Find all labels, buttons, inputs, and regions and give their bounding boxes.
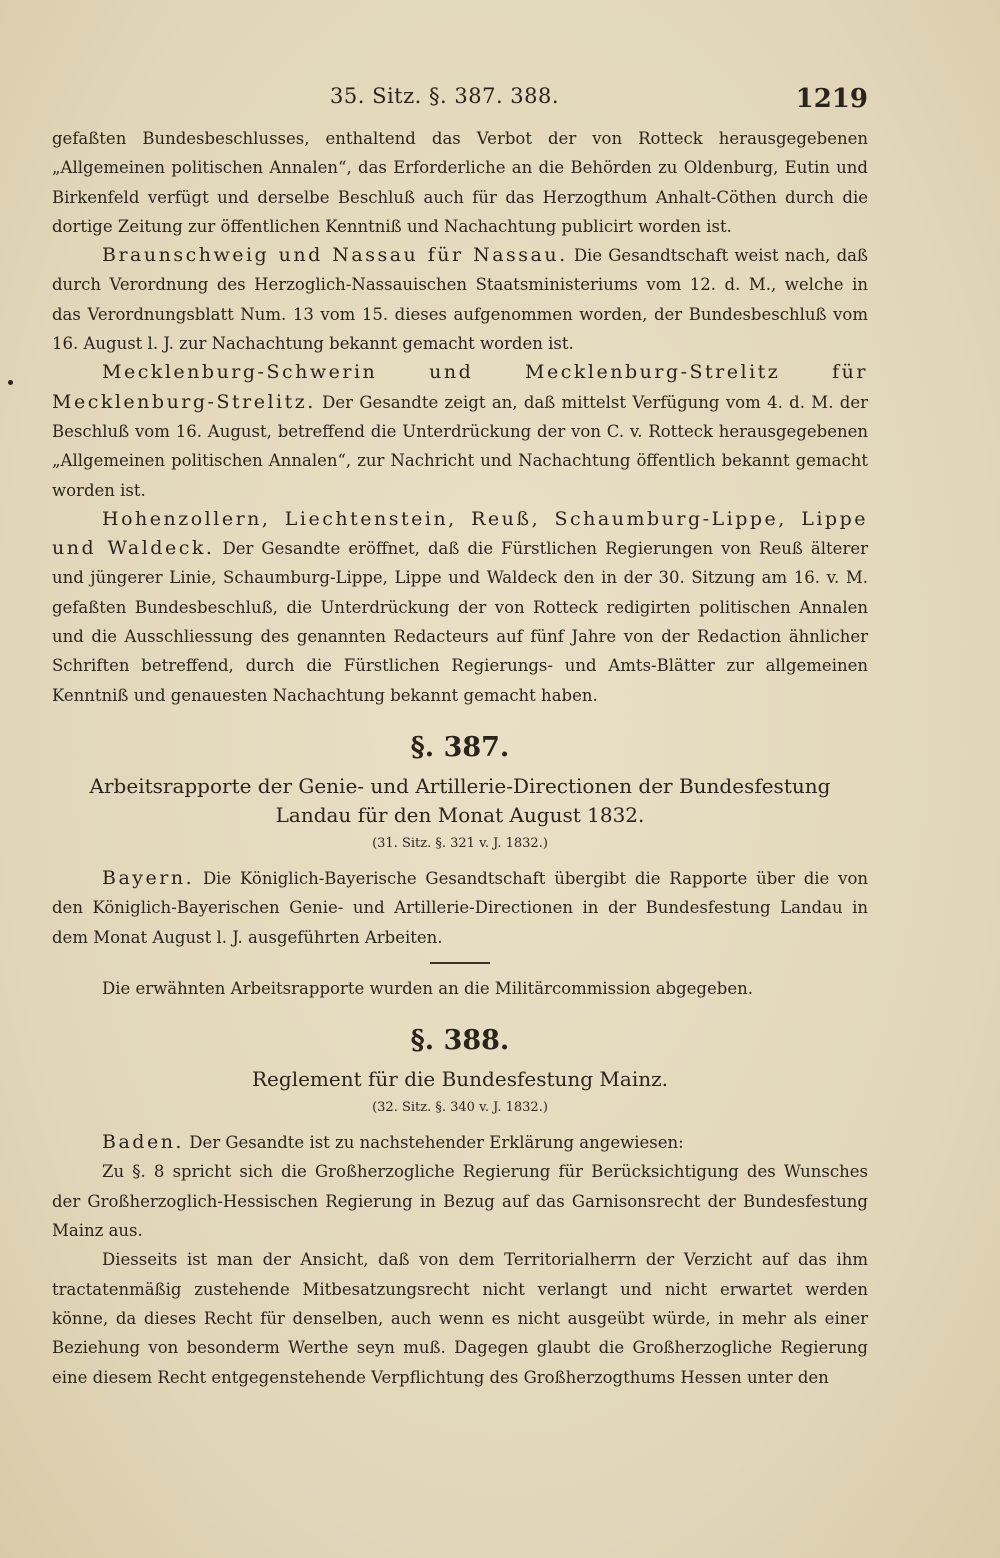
paragraph-bayern: Bayern. Die Königlich-Bayerische Gesandtschaft übergibt die Rapporte über die von den Königlich-Bayerischen Genie- und Artillerie-Directionen in der Bundesfestung Landau in dem Monat August l. J. ausgeführten Arbeiten. xyxy=(52,866,868,947)
section-388-number: §. 388. xyxy=(410,1025,510,1057)
state-heading: Mecklenburg-Schwerin und Mecklenburg-Strelitz für Mecklenburg-Strelitz. xyxy=(52,361,868,413)
section-387-reference: (31. Sitz. §. 321 v. J. 1832.) xyxy=(372,835,548,851)
section-388-title: Reglement für die Bundesfestung Mainz. xyxy=(252,1067,668,1092)
page-header xyxy=(50,84,868,120)
paragraph-braunschweig: Braunschweig und Nassau für Nassau. Die Gesandtschaft weist nach, daß durch Verordnung des Herzoglich-Nassauischen Staatsministeriums vom 12. d. M., welche in das Verordnungsblatt Num. 13 vom 15. dieses aufgenommen worden, der Bundesbeschluß vom 16. August l. J. zur Nachachtung bekannt gemacht worden ist. xyxy=(52,244,868,354)
paragraph-result: Die erwähnten Arbeitsrapporte wurden an die Militärcommission abgegeben. xyxy=(102,978,753,998)
state-heading: Hohenzollern, Liechtenstein, Reuß, Schaumburg-Lippe, Lippe und Waldeck. xyxy=(52,507,868,560)
running-title: 35. Sitz. §. 387. 388. xyxy=(330,84,560,108)
section-388-reference: (32. Sitz. §. 340 v. J. 1832.) xyxy=(372,1100,548,1116)
paragraph-mecklenburg: Mecklenburg-Schwerin und Mecklenburg-Strelitz für Mecklenburg-Strelitz. Der Gesandte zeigt an, daß mittelst Verfügung vom 4. d. M. der Beschluß vom 16. August, betreffend die Unterdrückung der von C. v. Rotteck herausgegebenen „Allgemeinen politischen Annalen“, zur Nachricht und Nachachtung öffentlich bekannt gemacht worden ist. xyxy=(52,361,869,500)
body-text xyxy=(52,124,868,1392)
paragraph-diesseits: Diesseits ist man der Ansicht, daß von dem Territorialherrn der Verzicht auf das ihm tractatenmäßig zustehende Mitbesatzungsrecht nicht verlangt und nicht erwartet werden könne, da dieses Recht für denselben, auch wenn es nicht ausgeübt würde, in mehr als einer Beziehung von besonderm Werthe seyn muß. Dagegen glaubt die Großherzogliche Regierung eine diesem Recht entgegenstehende Verpflichtung des Großherzogthums Hessen unter den xyxy=(52,1250,868,1387)
divider xyxy=(430,962,490,964)
paragraph-continuation: gefaßten Bundesbeschlusses, enthaltend das Verbot der von Rotteck herausgegebenen „Allgemeinen politischen Annalen“, das Erforderliche an die Behörden zu Oldenburg, Eutin und Birkenfeld verfügt und derselbe Beschluß auch für das Herzogthum Anhalt-Cöthen durch die dortige Zeitung zur öffentlichen Kenntniß und Nachachtung publicirt worden ist. xyxy=(52,129,868,236)
state-heading: Braunschweig und Nassau für Nassau. xyxy=(102,244,568,267)
section-387-title: Arbeitsrapporte der Genie- und Artillerie-Directionen der Bundesfestung Landau für den Monat August 1832. xyxy=(89,773,831,827)
margin-mark xyxy=(8,380,13,385)
state-heading: Bayern. xyxy=(102,866,195,889)
section-387-number: §. 387. xyxy=(410,731,510,763)
paragraph-hohenzollern: Hohenzollern, Liechtenstein, Reuß, Schaumburg-Lippe, Lippe und Waldeck. Der Gesandte eröffnet, daß die Fürstlichen Regierungen von Reuß älterer und jüngerer Linie, Schaumburg-Lippe, Lippe und Waldeck den in der 30. Sitzung am 16. v. M. gefaßten Bundesbeschluß, die Unterdrückung der von Rotteck redigirten politischen Annalen und die Ausschliessung des genannten Redacteurs auf fünf Jahre von der Redaction ähnlicher Schriften betreffend, durch die Fürstlichen Regierungs- und Amts-Blätter zur allgemeinen Kenntniß und genauesten Nachachtung bekannt gemacht haben. xyxy=(52,507,868,705)
paragraph-baden: Baden. Der Gesandte ist zu nachstehender Erklärung angewiesen: xyxy=(102,1131,684,1154)
state-heading: Baden. xyxy=(102,1131,184,1154)
paragraph-paragraph-8: Zu §. 8 spricht sich die Großherzogliche Regierung für Berücksichtigung des Wunsches der Großherzoglich-Hessischen Regierung in Bezug auf das Garnisonsrecht der Bundesfestung Mainz aus. xyxy=(52,1162,868,1241)
page-number: 1219 xyxy=(795,84,868,114)
